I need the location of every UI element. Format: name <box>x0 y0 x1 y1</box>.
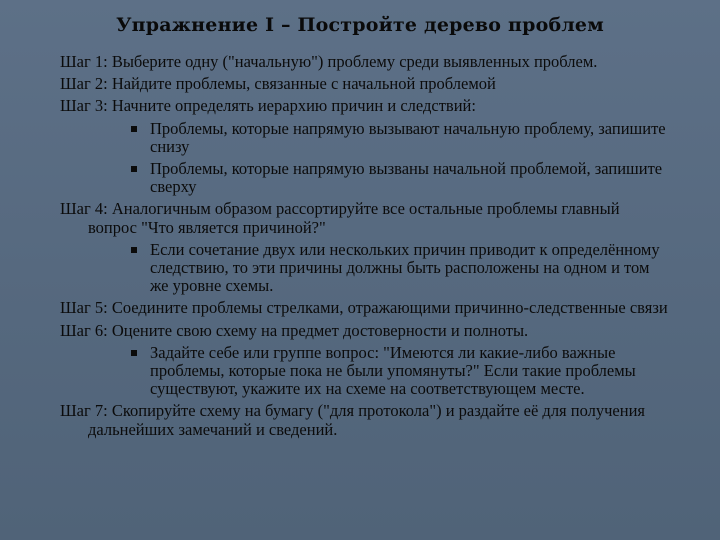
bullet-text: Проблемы, которые напрямую вызваны начальной проблемой, запишите сверху <box>150 159 663 197</box>
bullet-text: Задайте себе или группе вопрос: "Имеются ли какие-либо важные проблемы, которые пока не были упомянуты?" Если такие проблемы существуют, укажите их на схеме на соответствующем месте. <box>150 342 636 399</box>
bullet-text: Если сочетание двух или нескольких причин приводит к определённому следствию, то эти причины должны быть расположены на одном и том же уровне схемы. <box>150 239 660 296</box>
bullet-text: Проблемы, которые напрямую вызывают начальную проблему, запишите снизу <box>150 118 666 156</box>
step-6: Шаг 6: Оцените свою схему на предмет достоверности и полноты. <box>60 320 529 340</box>
step-2: Шаг 2: Найдите проблемы, связанные с начальной проблемой <box>60 74 496 94</box>
step-3-bullet-1 <box>60 120 670 156</box>
step-7: Шаг 7: Скопируйте схему на бумагу ("для протокола") и раздайте её для получения дальнейших замечаний и сведений. <box>60 401 645 439</box>
square-bullet-icon <box>131 126 137 132</box>
square-bullet-icon <box>131 247 137 253</box>
step-3-bullet-2 <box>60 160 670 196</box>
step-3: Шаг 3: Начните определять иерархию причин и следствий: <box>60 96 476 116</box>
step-6-bullet-1 <box>60 344 670 399</box>
step-1: Шаг 1: Выберите одну ("начальную") проблему среди выявленных проблем. <box>60 52 598 71</box>
slide-title: Упражнение I – Постройте дерево проблем <box>116 14 604 36</box>
step-4: Шаг 4: Аналогичным образом рассортируйте все остальные проблемы главный вопрос "Что является причиной?" <box>60 199 620 237</box>
square-bullet-icon <box>131 166 137 172</box>
steps-list <box>60 53 670 443</box>
square-bullet-icon <box>131 350 137 356</box>
step-4-bullet-1 <box>60 241 670 296</box>
step-5: Шаг 5: Соедините проблемы стрелками, отражающими причинно-следственные связи <box>60 298 668 318</box>
